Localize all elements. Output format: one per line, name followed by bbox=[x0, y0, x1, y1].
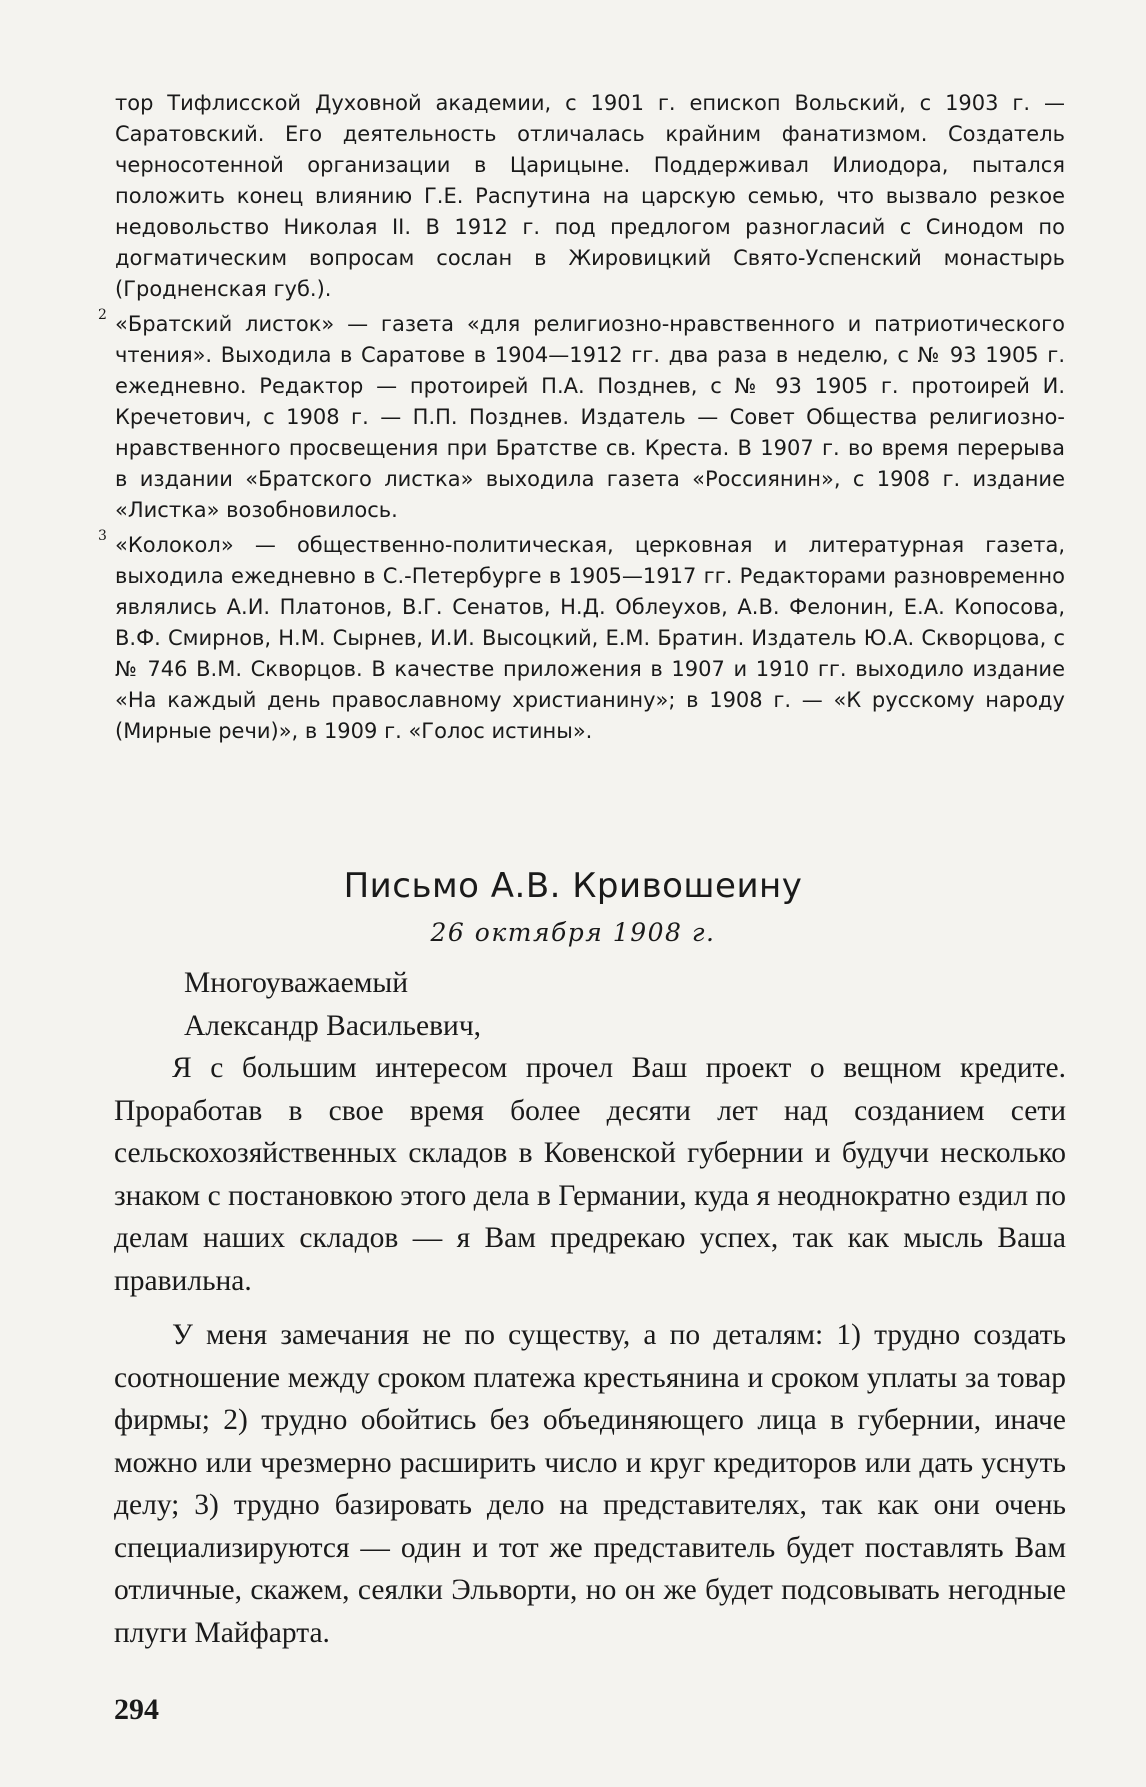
letter-title: Письмо А.В. Кривошеину bbox=[343, 866, 803, 906]
footnote-3-number: 3 bbox=[98, 528, 107, 544]
footnote-3-text: «Колокол» — общественно-политическая, церковная и литературная газета, выходила ежедневно в С.-Петербурге в 1905—1917 гг. Редакторами разновременно являлись А.И. Платонов, В.Г. Сенатов, Н.Д. Облеухов, А.В. Фелонин, Е.А. Копосова, В.Ф. Смирнов, Н.М. Сырнев, И.И. Высоцкий, Е.М. Братин. Издатель Ю.А. Скворцова, с № 746 В.М. Скворцов. В качестве приложения в 1907 и 1910 гг. выходило издание «На каждый день православному христианину»; в 1908 г. — «К русскому народу (Мирные речи)», в 1909 г. «Голос истины». bbox=[115, 533, 1065, 743]
footnotes-section bbox=[98, 88, 1065, 747]
footnote-1 bbox=[115, 88, 1065, 305]
footnote-3 bbox=[98, 528, 1065, 747]
footnote-2 bbox=[98, 307, 1065, 526]
footnote-2-text: «Братский листок» — газета «для религиозно-нравственного и патриотического чтения». Выходила в Саратове в 1904—1912 гг. два раза в неделю, с № 93 1905 г. ежедневно. Редактор — протоирей П.А. Позднев, с № 93 1905 г. протоирей И. Кречетович, с 1908 г. — П.П. Позднев. Издатель — Совет Общества религиозно-нравственного просвещения при Братстве св. Креста. В 1907 г. во время перерыва в издании «Братского листка» выходила газета «Россиянин», с 1908 г. издание «Листка» возобновилось. bbox=[115, 312, 1065, 522]
salutation-line-2: Александр Васильевич, bbox=[184, 1009, 482, 1042]
letter-date: 26 октября 1908 г. bbox=[430, 918, 716, 947]
letter-paragraph-2: У меня замечания не по существу, а по деталям: 1) трудно создать соотношение между сроком платежа крестьянина и сроком уплаты за товар фирмы; 2) трудно обойтись без объединяющего лица в губернии, иначе можно или чрезмерно расширить число и круг кредиторов или дать уснуть делу; 3) трудно базировать дело на представителях, так как они очень специализируются — один и тот же представитель будет поставлять Вам отличные, скажем, сеялки Эльворти, но он же будет подсовывать негодные плуги Майфарта. bbox=[114, 1319, 1066, 1649]
letter-body bbox=[114, 962, 1066, 1654]
footnote-2-number: 2 bbox=[98, 307, 107, 323]
page-number: 294 bbox=[114, 1693, 159, 1726]
footnote-1-text: тор Тифлисской Духовной академии, с 1901 г. епископ Вольский, с 1903 г. — Саратовский. Его деятельность отличалась крайним фанатизмом. Создатель черносотенной организации в Царицыне. Поддерживал Илиодора, пытался положить конец влиянию Г.Е. Распутина на царскую семью, что вызвало резкое недовольство Николая II. В 1912 г. под предлогом разногласий с Синодом по догматическим вопросам сослан в Жировицкий Свято-Успенский монастырь (Гродненская губ.). bbox=[115, 91, 1065, 301]
letter-paragraph-1: Я с большим интересом прочел Ваш проект о вещном кредите. Проработав в свое время более десяти лет над созданием сети сельскохозяйственных складов в Ковенской губернии и будучи несколько знаком с постановкою этого дела в Германии, куда я неоднократно ездил по делам наших складов — я Вам предрекаю успех, так как мысль Ваша правильна. bbox=[114, 1052, 1066, 1297]
salutation-line-1: Многоуважаемый bbox=[184, 967, 408, 999]
